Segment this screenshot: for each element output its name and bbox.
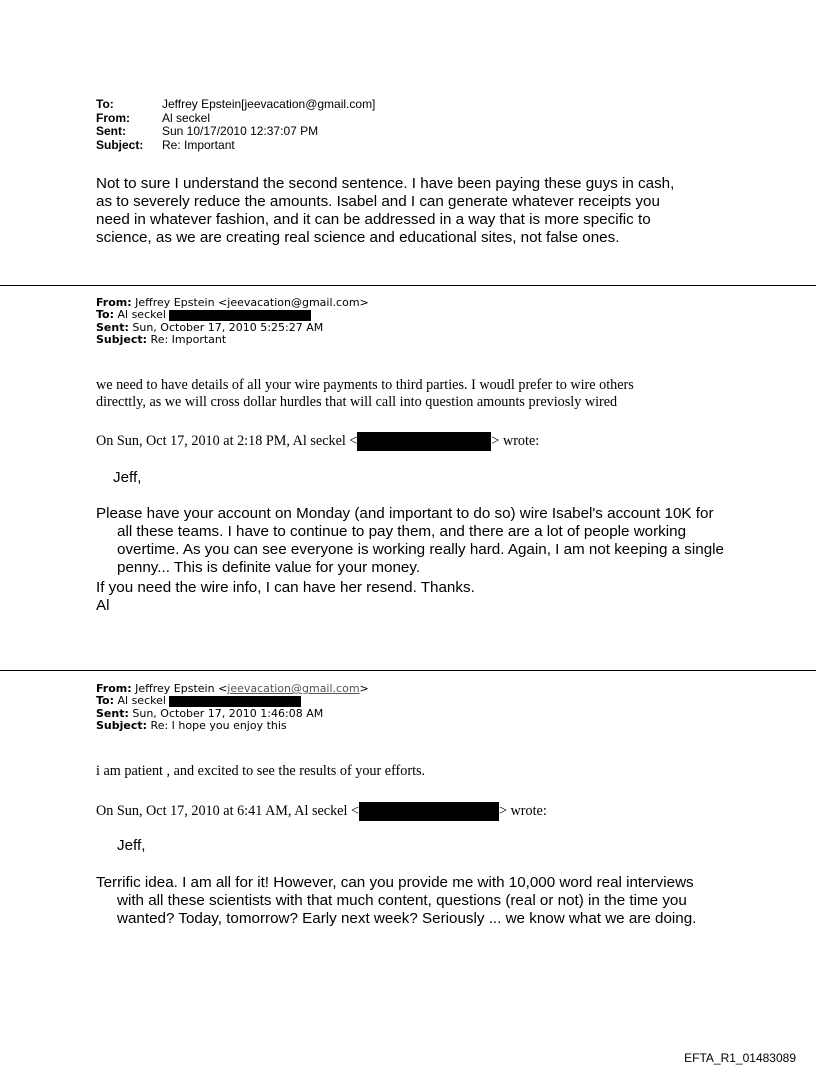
reply-line: as to severely reduce the amounts. Isabel and I can generate whatever receipts you [96, 193, 660, 210]
message-body: i am patient , and excited to see the results of your efforts. [96, 763, 426, 779]
sent-value: Sun 10/17/2010 12:37:07 PM [162, 124, 319, 138]
to-value: Al seckel [117, 694, 166, 708]
quote-greeting: Jeff, [113, 469, 142, 486]
message-header [96, 297, 369, 346]
quote-intro-prefix: On Sun, Oct 17, 2010 at 6:41 AM, Al seckel < [96, 802, 359, 819]
reply-body [96, 175, 796, 247]
subject-value: Re: Important [162, 137, 235, 152]
from-name: Jeffrey Epstein < [135, 682, 228, 695]
quote-intro-suffix: > wrote: [498, 802, 547, 819]
sent-value: Sun, October 17, 2010 1:46:08 AM [132, 706, 324, 720]
message-body [96, 377, 806, 411]
to-label: To: [96, 97, 114, 111]
divider [0, 285, 816, 286]
body-line: directtly, as we will cross dollar hurdles that will call into question amounts previosly wired [96, 394, 618, 410]
quote-paragraph: Terrific idea. I am all for it! However, can you provide me with 10,000 word real interviews with all these scientists with that much content, questions (real or not) in the time you wanted? Today, tomorrow? Early next week? Seriously ... we know what we are doing. [96, 874, 697, 927]
quote-intro-prefix: On Sun, Oct 17, 2010 at 2:18 PM, Al seckel < [96, 432, 358, 449]
quote-signature: Al [96, 597, 110, 614]
email-header [96, 98, 375, 152]
quote-intro [96, 802, 547, 821]
from-value: Al seckel [162, 110, 211, 125]
quote-intro [96, 432, 539, 451]
subject-value: Re: Important [150, 332, 227, 346]
from-row [96, 112, 375, 126]
reply-line: need in whatever fashion, and it can be addressed in a way that is more specific to [96, 211, 651, 228]
subject-label: Subject: [96, 718, 148, 732]
to-label: To: [96, 308, 114, 322]
to-label: To: [96, 694, 114, 708]
body-line: we need to have details of all your wire payments to third parties. I woudl prefer to wire others [96, 377, 634, 393]
sent-label: Sent: [96, 124, 126, 138]
quote-paragraph: If you need the wire info, I can have her resend. Thanks. [96, 579, 475, 596]
quote-greeting: Jeff, [117, 837, 146, 854]
to-value: Al seckel [117, 308, 166, 322]
from-label: From: [96, 682, 132, 695]
sent-row [96, 125, 375, 139]
sent-label: Sent: [96, 706, 129, 720]
sent-label: Sent: [96, 320, 129, 334]
redaction-bar [359, 802, 499, 821]
to-value: Jeffrey Epstein[jeevacation@gmail.com] [162, 97, 376, 111]
redaction-bar [169, 696, 301, 707]
subject-row [96, 139, 375, 153]
reply-line: science, as we are creating real science and educational sites, not false ones. [96, 229, 620, 246]
divider [0, 670, 816, 671]
sent-value: Sun, October 17, 2010 5:25:27 AM [132, 320, 324, 334]
subject-value: Re: I hope you enjoy this [150, 718, 287, 732]
redaction-bar [169, 310, 311, 321]
to-row [96, 98, 375, 112]
subject-row [96, 720, 369, 732]
from-close: > [359, 682, 369, 695]
reply-line: Not to sure I understand the second sentence. I have been paying these guys in cash, [96, 175, 675, 192]
bates-number: EFTA_R1_01483089 [684, 1051, 796, 1065]
from-label: From: [96, 296, 132, 309]
quote-intro-suffix: > wrote: [491, 432, 540, 449]
from-value: Jeffrey Epstein <jeevacation@gmail.com> [135, 296, 369, 309]
subject-row [96, 334, 369, 346]
message-header [96, 683, 369, 732]
quote-paragraph: Please have your account on Monday (and important to do so) wire Isabel's account 10K for all these teams. I have to continue to pay them, and there are a lot of people working overtime. As you can see everyone is working really hard. Again, I am not keeping a single penny... This is definite value for your money. [96, 505, 724, 576]
subject-label: Subject: [96, 137, 144, 152]
subject-label: Subject: [96, 332, 148, 346]
from-label: From: [96, 110, 130, 125]
redaction-bar [357, 432, 491, 451]
email-link[interactable]: jeevacation@gmail.com [227, 682, 360, 695]
